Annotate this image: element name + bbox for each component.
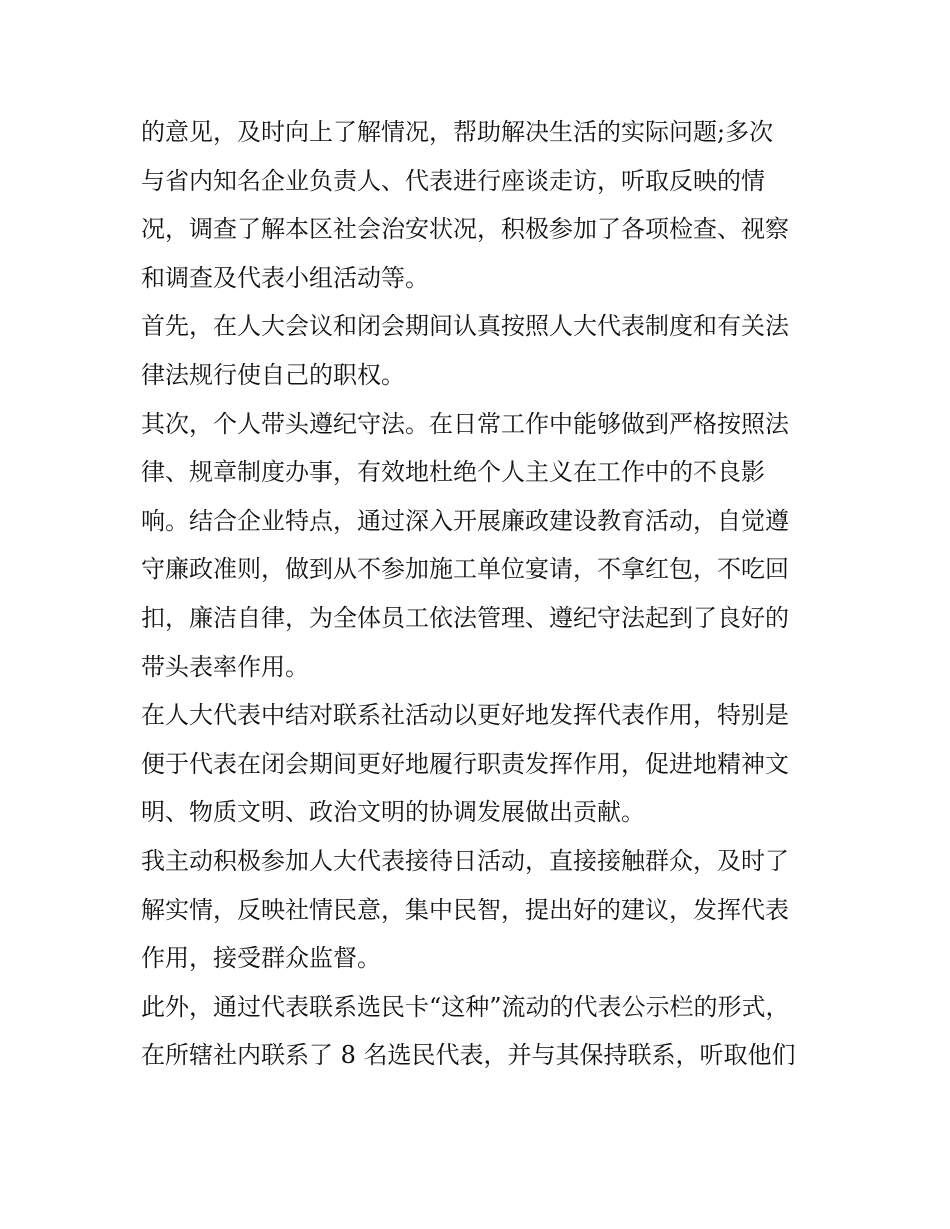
document-body bbox=[141, 108, 813, 1080]
text-line: 在所辖社内联系了 8 名选民代表，并与其保持联系，听取他们 bbox=[141, 1041, 796, 1070]
text-line: 况，调查了解本区社会治安状况，积极参加了各项检查、视察 bbox=[141, 215, 789, 244]
text-line: 在人大代表中结对联系社活动以更好地发挥代表作用，特别是 bbox=[141, 701, 789, 730]
text-line: 守廉政准则，做到从不参加施工单位宴请，不拿红包，不吃回 bbox=[141, 555, 789, 584]
text-line: 解实情，反映社情民意，集中民智，提出好的建议，发挥代表 bbox=[141, 895, 789, 924]
text-line: 律法规行使自己的职权。 bbox=[141, 360, 405, 389]
text-line: 响。结合企业特点，通过深入开展廉政建设教育活动，自觉遵 bbox=[141, 506, 789, 535]
text-line: 律、规章制度办事，有效地杜绝个人主义在工作中的不良影 bbox=[141, 458, 765, 487]
text-line: 其次，个人带头遵纪守法。在日常工作中能够做到严格按照法 bbox=[141, 409, 789, 438]
text-line: 我主动积极参加人大代表接待日活动，直接接触群众，及时了 bbox=[141, 846, 789, 875]
text-line: 作用，接受群众监督。 bbox=[141, 944, 381, 973]
text-line: 与省内知名企业负责人、代表进行座谈走访，听取反映的情 bbox=[141, 166, 765, 195]
text-line: 带头表率作用。 bbox=[141, 652, 309, 681]
text-line: 扣，廉洁自律，为全体员工依法管理、遵纪守法起到了良好的 bbox=[141, 603, 789, 632]
text-line: 此外，通过代表联系选民卡“这种”流动的代表公示栏的形式， bbox=[141, 992, 790, 1021]
text-line: 首先，在人大会议和闭会期间认真按照人大代表制度和有关法 bbox=[141, 312, 789, 341]
text-line: 和调查及代表小组活动等。 bbox=[141, 263, 429, 292]
text-line: 明、物质文明、政治文明的协调发展做出贡献。 bbox=[141, 798, 645, 827]
text-line: 的意见，及时向上了解情况，帮助解决生活的实际问题;多次 bbox=[141, 118, 774, 146]
text-line: 便于代表在闭会期间更好地履行职责发挥作用，促进地精神文 bbox=[141, 749, 789, 778]
